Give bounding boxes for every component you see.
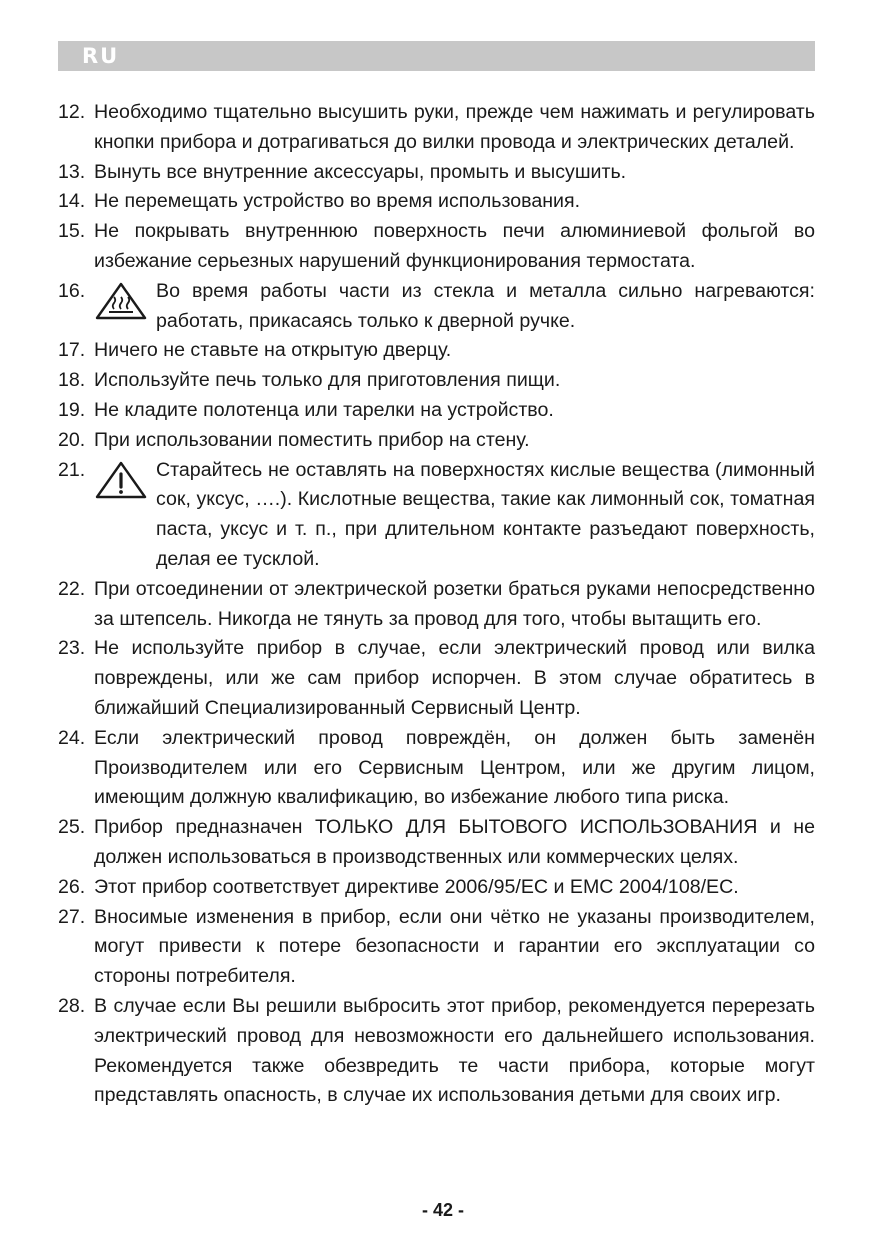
list-item [58,426,815,456]
item-text: Вносимые изменения в прибор, если они чётко не указаны производителем, могут привести к потере безопасности и гарантии его эксплуатации со стороны потребителя. [94,905,815,988]
list-item [58,277,815,337]
item-number: 23. [58,637,86,660]
list-item [58,336,815,366]
item-text: В случае если Вы решили выбросить этот прибор, рекомендуется перерезать электрический провод для невозможности его дальнейшего использования. Рекомендуется также обезвредить те части прибора, которые могут представлять опасность, в случае их использования детьми для своих игр. [94,994,815,1107]
item-number: 20. [58,428,86,451]
item-text: При использовании поместить прибор на стену. [94,428,530,451]
item-number: 27. [58,905,86,928]
item-text: При отсоединении от электрической розетки браться руками непосредственно за штепсель. Никогда не тянуть за провод для того, чтобы вытащить его. [94,577,815,630]
language-code: RU [82,44,120,68]
list-item [58,366,815,396]
item-text: Используйте печь только для приготовления пищи. [94,369,561,392]
item-number: 22. [58,577,86,600]
item-text: Вынуть все внутренние аксессуары, промыть и высушить. [94,160,627,183]
list-item [58,724,815,813]
item-number: 15. [58,220,86,243]
item-text: Не перемещать устройство во время использования. [94,190,581,213]
item-text: Ничего не ставьте на открытую дверцу. [94,339,452,362]
item-number: 24. [58,726,86,749]
item-number: 26. [58,875,86,898]
list-item [58,992,815,1111]
item-text: Не используйте прибор в случае, если электрический провод или вилка повреждены, или же сам прибор испорчен. В этом случае обратитесь в ближайший Специализированный Сервисный Центр. [94,637,815,719]
list-item [58,396,815,426]
item-text: Старайтесь не оставлять на поверхностях кислые вещества (лимонный сок, уксус, ….). Кислотные вещества, такие как лимонный сок, томатная паста, уксус и т. п., при длительном контакте разъедают поверхность, делая ее тусклой. [156,458,815,570]
item-text: Этот прибор соответствует директиве 2006/95/EC и EMC 2004/108/EC. [94,875,739,898]
safety-instructions-list [58,98,815,1111]
language-header-bar [58,41,815,71]
list-item [58,98,815,158]
hot-surface-warning-icon [94,277,156,337]
item-number: 16. [58,279,86,302]
item-text: Если электрический провод повреждён, он должен быть заменён Производителем или его Сервисным Центром, или же другим лицом, имеющим должную квалификацию, во избежание любого типа риска. [94,726,815,809]
item-number: 18. [58,369,86,392]
item-number: 14. [58,190,86,213]
caution-warning-icon [94,456,156,575]
item-number: 25. [58,816,86,839]
item-number: 28. [58,994,86,1017]
page-number: - 42 - [421,1200,464,1220]
item-number: 21. [58,458,86,481]
item-number: 12. [58,101,86,123]
list-item [58,456,815,575]
list-item [58,217,815,277]
list-item [58,187,815,217]
item-text: Необходимо тщательно высушить руки, прежде чем нажимать и регулировать кнопки прибора и дотрагиваться до вилки провода и электрических деталей. [94,101,815,153]
list-item [58,903,815,992]
list-item [58,634,815,723]
item-number: 13. [58,160,86,183]
item-text: Прибор предназначен ТОЛЬКО ДЛЯ БЫТОВОГО ИСПОЛЬЗОВАНИЯ и не должен использоваться в производственных или коммерческих целях. [94,816,815,868]
list-item [58,158,815,188]
item-text: Не кладите полотенца или тарелки на устройство. [94,398,554,421]
list-item [58,813,815,873]
list-item [58,873,815,903]
item-text: Во время работы части из стекла и металла сильно нагреваются: работать, прикасаясь только к дверной ручке. [156,279,815,332]
item-number: 17. [58,339,86,362]
item-text: Не покрывать внутреннюю поверхность печи алюминиевой фольгой во избежание серьезных нарушений функционирования термостата. [94,220,815,272]
list-item [58,575,815,635]
item-number: 19. [58,398,86,421]
